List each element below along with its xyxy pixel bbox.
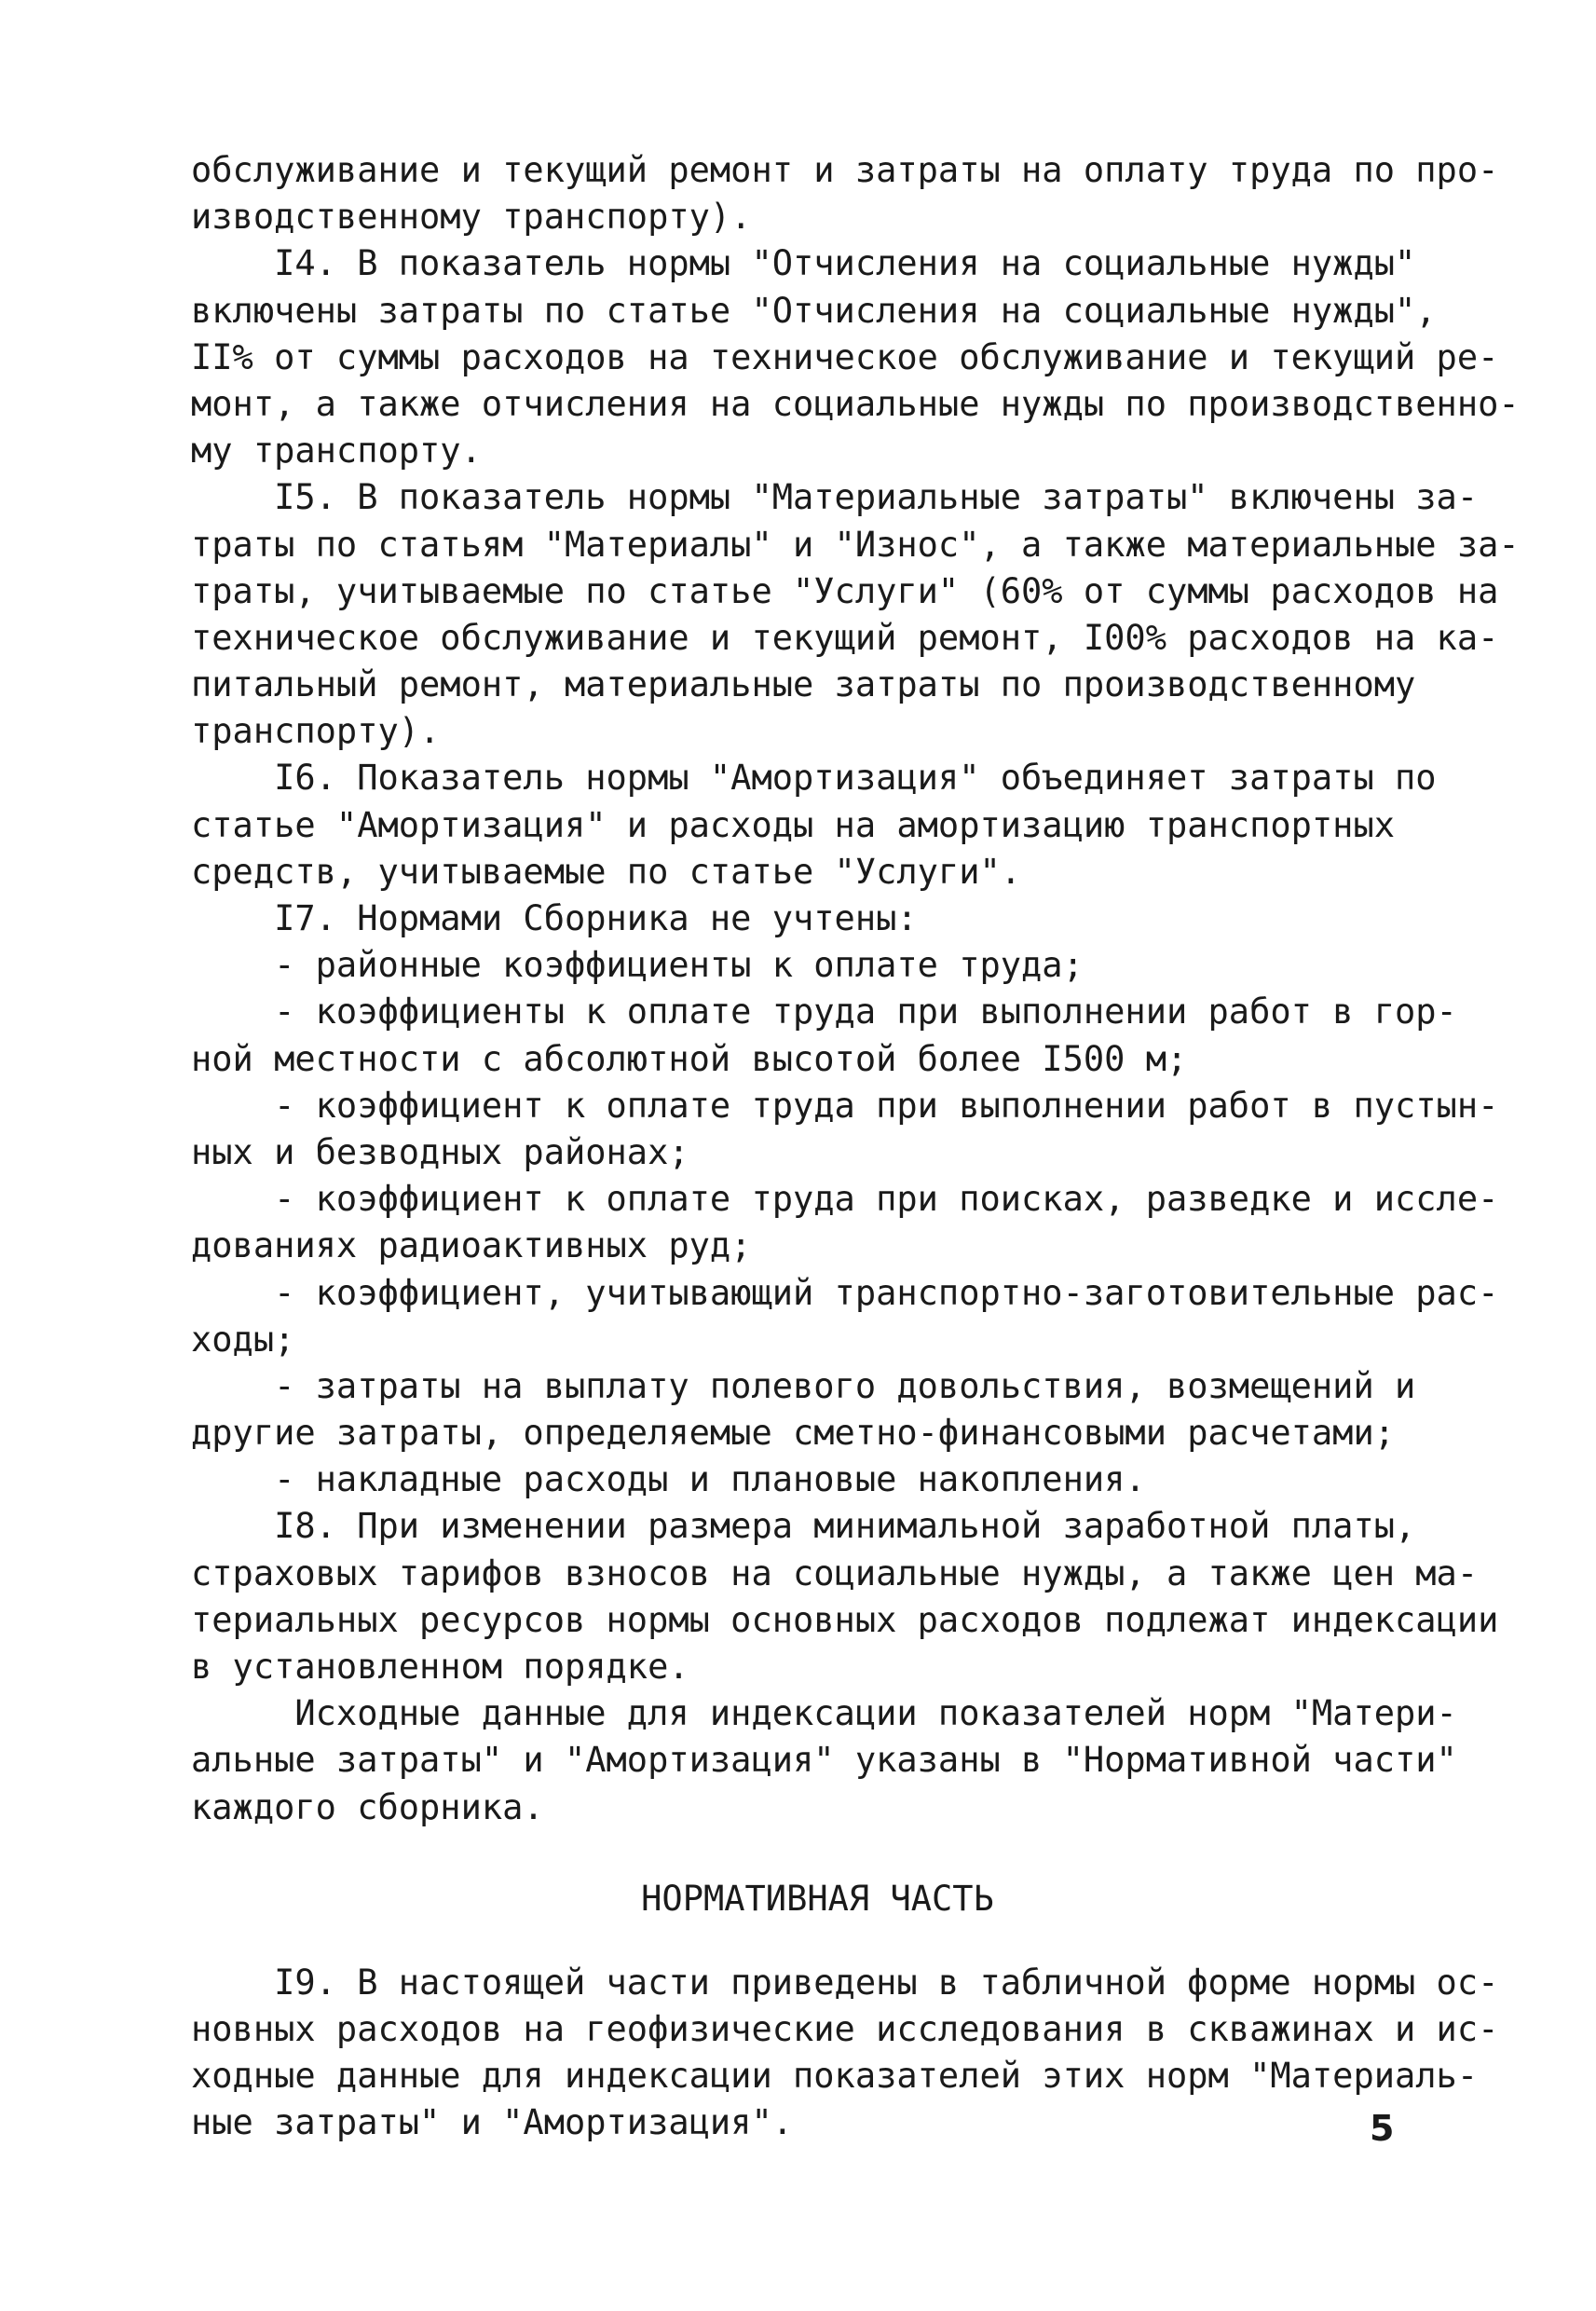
text-line: Исходные данные для индексации показателей норм "Матери- [191, 1693, 1457, 1734]
text-line: транспорту). [191, 711, 441, 752]
text-line: I4. В показатель нормы "Отчисления на социальные нужды" [191, 243, 1416, 284]
text-line: - затраты на выплату полевого довольствия, возмещений и [191, 1365, 1416, 1406]
text-line: териальных ресурсов нормы основных расходов подлежат индексации [191, 1599, 1499, 1640]
text-line: альные затраты" и "Амортизация" указаны в "Нормативной части" [191, 1740, 1457, 1781]
text-line: страховых тарифов взносов на социальные нужды, а также цен ма- [191, 1552, 1479, 1593]
text-line: - районные коэффициенты к оплате труда; [191, 945, 1084, 986]
text-block-normative [191, 1960, 1499, 2147]
text-line: в установленном порядке. [191, 1647, 689, 1687]
text-line: другие затраты, определяемые сметно-финансовыми расчетами; [191, 1413, 1396, 1454]
text-line: ходные данные для индексации показателей этих норм "Материаль- [191, 2056, 1479, 2097]
text-line: включены затраты по статье "Отчисления на социальные нужды", [191, 290, 1437, 331]
text-line: I6. Показатель нормы "Амортизация" объединяет затраты по [191, 758, 1437, 799]
text-block-main [191, 147, 1520, 1831]
document-page [191, 147, 1520, 2147]
page-number: 5 [1370, 2108, 1395, 2149]
text-line: - коэффициент к оплате труда при выполнении работ в пустын- [191, 1085, 1499, 1126]
text-line: питальный ремонт, материальные затраты по производственному [191, 664, 1416, 705]
text-line: - коэффициент, учитывающий транспортно-заготовительные рас- [191, 1272, 1499, 1313]
section-heading: НОРМАТИВНАЯ ЧАСТЬ [641, 1878, 994, 1919]
text-line: дованиях радиоактивных руд; [191, 1225, 752, 1266]
text-line: му транспорту. [191, 431, 482, 472]
text-line: I8. При изменении размера минимальной заработной платы, [191, 1506, 1416, 1547]
text-line: траты, учитываемые по статье "Услуги" (60% от суммы расходов на [191, 570, 1499, 611]
text-line: I7. Нормами Сборника не учтены: [191, 898, 918, 938]
text-line: статье "Амортизация" и расходы на амортизацию транспортных [191, 804, 1396, 845]
text-line: - коэффициенты к оплате труда при выполнении работ в гор- [191, 991, 1457, 1032]
text-line: ных и безводных районах; [191, 1131, 689, 1172]
text-line: обслуживание и текущий ремонт и затраты на оплату труда по про- [191, 150, 1499, 190]
text-line: средств, учитываемые по статье "Услуги". [191, 851, 1022, 892]
text-line: техническое обслуживание и текущий ремонт, I00% расходов на ка- [191, 617, 1499, 658]
text-line: ные затраты" и "Амортизация". [191, 2102, 794, 2143]
text-line: новных расходов на геофизические исследования в скважинах и ис- [191, 2008, 1499, 2049]
text-line: - коэффициент к оплате труда при поисках, разведке и иссле- [191, 1179, 1499, 1220]
text-line: изводственному транспорту). [191, 197, 752, 238]
text-line: ной местности с абсолютной высотой более I500 м; [191, 1038, 1188, 1079]
text-line: каждого сборника. [191, 1786, 544, 1827]
text-line: траты по статьям "Материалы" и "Износ", а также материальные за- [191, 524, 1520, 565]
text-line: ходы; [191, 1319, 295, 1360]
text-line: II% от суммы расходов на техническое обслуживание и текущий ре- [191, 336, 1499, 377]
text-line: - накладные расходы и плановые накопления. [191, 1459, 1146, 1500]
text-line: I5. В показатель нормы "Материальные затраты" включены за- [191, 477, 1479, 518]
text-line: монт, а также отчисления на социальные нужды по производственно- [191, 383, 1520, 424]
text-line: I9. В настоящей части приведены в табличной форме нормы ос- [191, 1962, 1499, 2003]
